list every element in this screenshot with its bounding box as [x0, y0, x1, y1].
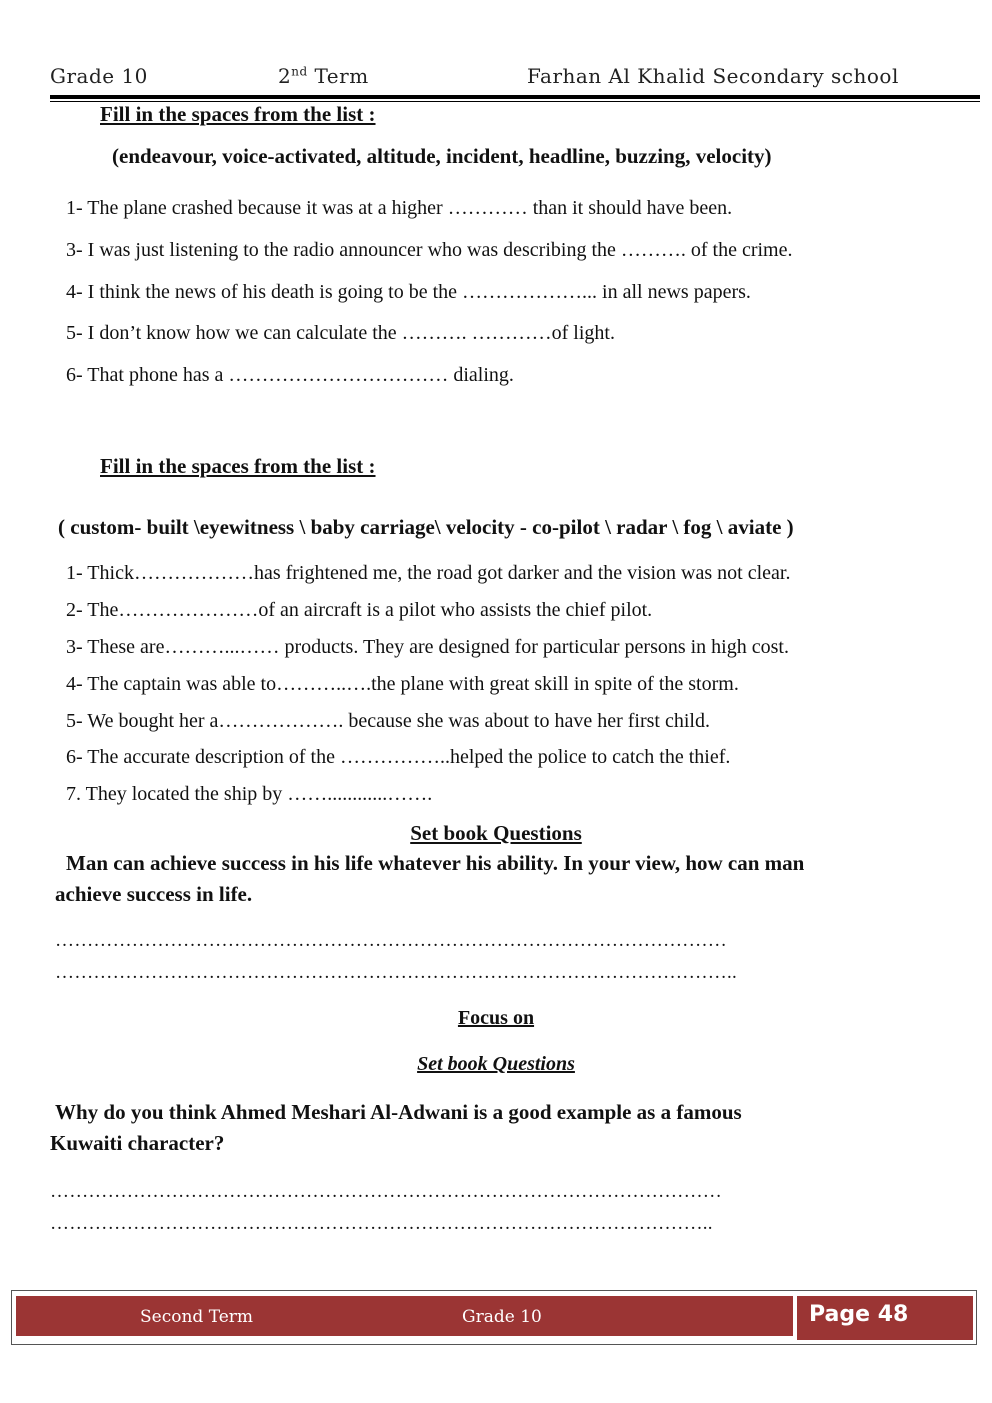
section1-word-list: (endeavour, voice-activated, altitude, incident, headline, buzzing, velocity): [112, 144, 772, 168]
focus-question-line2: Kuwaiti character?: [50, 1131, 225, 1155]
footer-grade: Grade 10: [462, 1307, 542, 1327]
header-school: Farhan Al Khalid Secondary school: [527, 64, 899, 88]
header-term: [278, 64, 369, 88]
header-grade: Grade 10: [50, 64, 148, 88]
header-term-num: 2: [278, 64, 292, 88]
section2-item: 6- The accurate description of the ……………..helped the police to catch the thief.: [66, 746, 731, 768]
section2-item: 3- These are………...…… products. They are designed for particular persons in high cost.: [66, 636, 789, 658]
header-rule-thick: [50, 95, 980, 99]
setbook-question-line1: Man can achieve success in his life whatever his ability. In your view, how can man: [66, 851, 805, 875]
answer-dots-line: ……………………………………………………………………………………………..: [55, 962, 737, 983]
section2-item: 1- Thick………………has frightened me, the road got darker and the vision was not clear.: [66, 562, 791, 584]
header-term-sup: nd: [291, 64, 308, 79]
answer-dots-line: ……………………………………………………………………………………………: [50, 1181, 722, 1202]
section2-item: 2- The…………………of an aircraft is a pilot who assists the chief pilot.: [66, 599, 653, 621]
section2-item: 4- The captain was able to………..….the plane with great skill in spite of the storm.: [66, 673, 739, 695]
focus-subtitle: Set book Questions: [417, 1053, 575, 1075]
setbook-title: Set book Questions: [410, 821, 582, 845]
section1-item: 1- The plane crashed because it was at a higher ………… than it should have been.: [66, 197, 733, 219]
focus-title: Focus on: [457, 1007, 535, 1029]
setbook-question-line2: achieve success in life.: [55, 882, 253, 906]
answer-dots-line: ……………………………………………………………………………………………: [55, 930, 727, 951]
section2-title: Fill in the spaces from the list :: [100, 454, 376, 478]
footer-bar: [16, 1296, 793, 1336]
section1-item: 3- I was just listening to the radio announcer who was describing the ………. of the crime.: [66, 239, 793, 261]
section1-item: 6- That phone has a …………………………… dialing.: [66, 364, 514, 386]
header-term-word: Term: [307, 64, 369, 88]
section1-title: Fill in the spaces from the list :: [100, 102, 376, 126]
section2-item: 5- We bought her a………………. because she was about to have her first child.: [66, 710, 710, 732]
answer-dots-line: …………………………………………………………………………………………..: [50, 1213, 713, 1234]
focus-question-line1: Why do you think Ahmed Meshari Al-Adwani is a good example as a famous: [55, 1100, 742, 1124]
section1-item: 5- I don’t know how we can calculate the ………. …………of light.: [66, 322, 615, 344]
section2-word-list: ( custom- built \eyewitness \ baby carriage\ velocity - co-pilot \ radar \ fog \ aviate ): [58, 515, 794, 539]
section1-item: 4- I think the news of his death is going to be the ………………... in all news papers.: [66, 281, 751, 303]
footer-term: Second Term: [140, 1307, 254, 1327]
section2-item: 7. They located the ship by ……............…….: [66, 783, 433, 805]
footer-page-box: [797, 1296, 973, 1340]
footer-page-number: Page 48: [809, 1302, 909, 1327]
